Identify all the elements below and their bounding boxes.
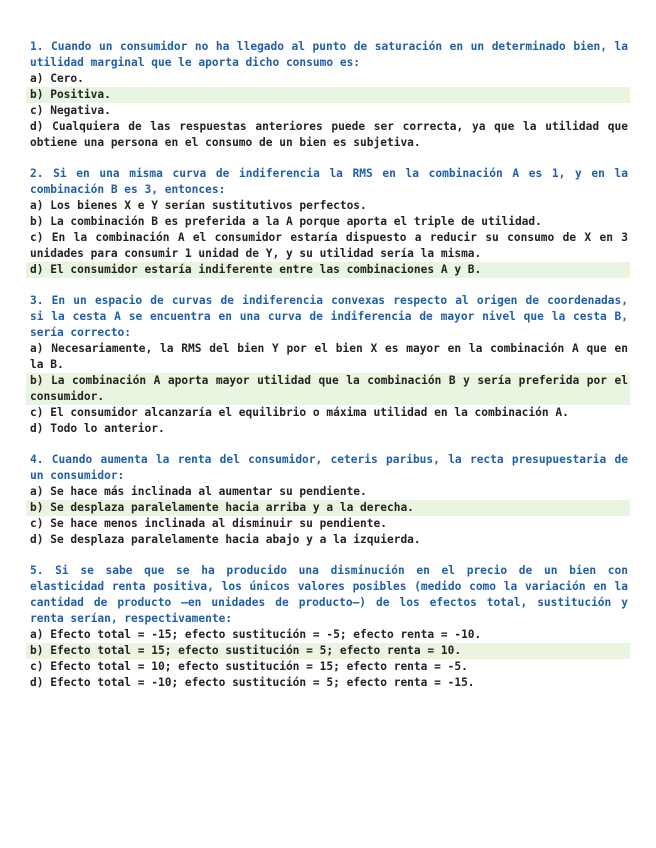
document-page [30,39,628,706]
option-d: d) Efecto total = -10; efecto sustitución = 5; efecto renta = -15. [30,676,475,689]
option-c: c) Efecto total = 10; efecto sustitución = 15; efecto renta = -5. [30,660,468,673]
option-a: a) Se hace más inclinada al aumentar su pendiente. [30,485,367,498]
question-text: 3. En un espacio de curvas de indiferencia convexas respecto al origen de coordenadas, si la cesta A se encuentra en una curva de indiferencia de mayor nivel que la cesta B, sería correcto: [30,294,628,339]
question-4 [30,452,628,548]
option-c: c) Se hace menos inclinada al disminuir su pendiente. [30,517,387,530]
question-3 [30,293,628,437]
option-a: a) Necesariamente, la RMS del bien Y por el bien X es mayor en la combinación A que en la B. [30,342,628,371]
question-text: 4. Cuando aumenta la renta del consumidor, ceteris paribus, la recta presupuestaria de un consumidor: [30,453,628,482]
option-d: d) Cualquiera de las respuestas anteriores puede ser correcta, ya que la utilidad que obtiene una persona en el consumo de un bien es subjetiva. [30,120,628,149]
option-c: c) Negativa. [30,104,111,117]
option-a: a) Efecto total = -15; efecto sustitución = -5; efecto renta = -10. [30,628,482,641]
option-a: a) Cero. [30,72,84,85]
option-d: d) Se desplaza paralelamente hacia abajo y a la izquierda. [30,533,421,546]
option-b-correct: b) La combinación A aporta mayor utilidad que la combinación B y sería preferida por el consumidor. [26,373,630,405]
question-text: 1. Cuando un consumidor no ha llegado al punto de saturación en un determinado bien, la utilidad marginal que le aporta dicho consumo es: [30,40,628,69]
option-d: d) Todo lo anterior. [30,422,165,435]
question-2 [30,166,628,278]
option-a: a) Los bienes X e Y serían sustitutivos perfectos. [30,199,367,212]
question-1 [30,39,628,151]
option-b: b) La combinación B es preferida a la A porque aporta el triple de utilidad. [30,215,542,228]
option-c: c) El consumidor alcanzaría el equilibrio o máxima utilidad en la combinación A. [30,406,569,419]
option-d-correct: d) El consumidor estaría indiferente entre las combinaciones A y B. [26,262,630,278]
option-b-correct: b) Efecto total = 15; efecto sustitución = 5; efecto renta = 10. [26,643,630,659]
option-b-correct: b) Positiva. [26,87,630,103]
option-b-correct: b) Se desplaza paralelamente hacia arriba y a la derecha. [26,500,630,516]
question-5 [30,563,628,691]
question-text: 2. Si en una misma curva de indiferencia la RMS en la combinación A es 1, y en la combinación B es 3, entonces: [30,167,628,196]
option-c: c) En la combinación A el consumidor estaría dispuesto a reducir su consumo de X en 3 unidades para consumir 1 unidad de Y, y su utilidad sería la misma. [30,231,628,260]
question-text: 5. Si se sabe que se ha producido una disminución en el precio de un bien con elasticidad renta positiva, los únicos valores posibles (medido como la variación en la cantidad de producto –en unidades de producto–) de los efectos total, sustitución y renta serían, respectivamente: [30,564,628,625]
